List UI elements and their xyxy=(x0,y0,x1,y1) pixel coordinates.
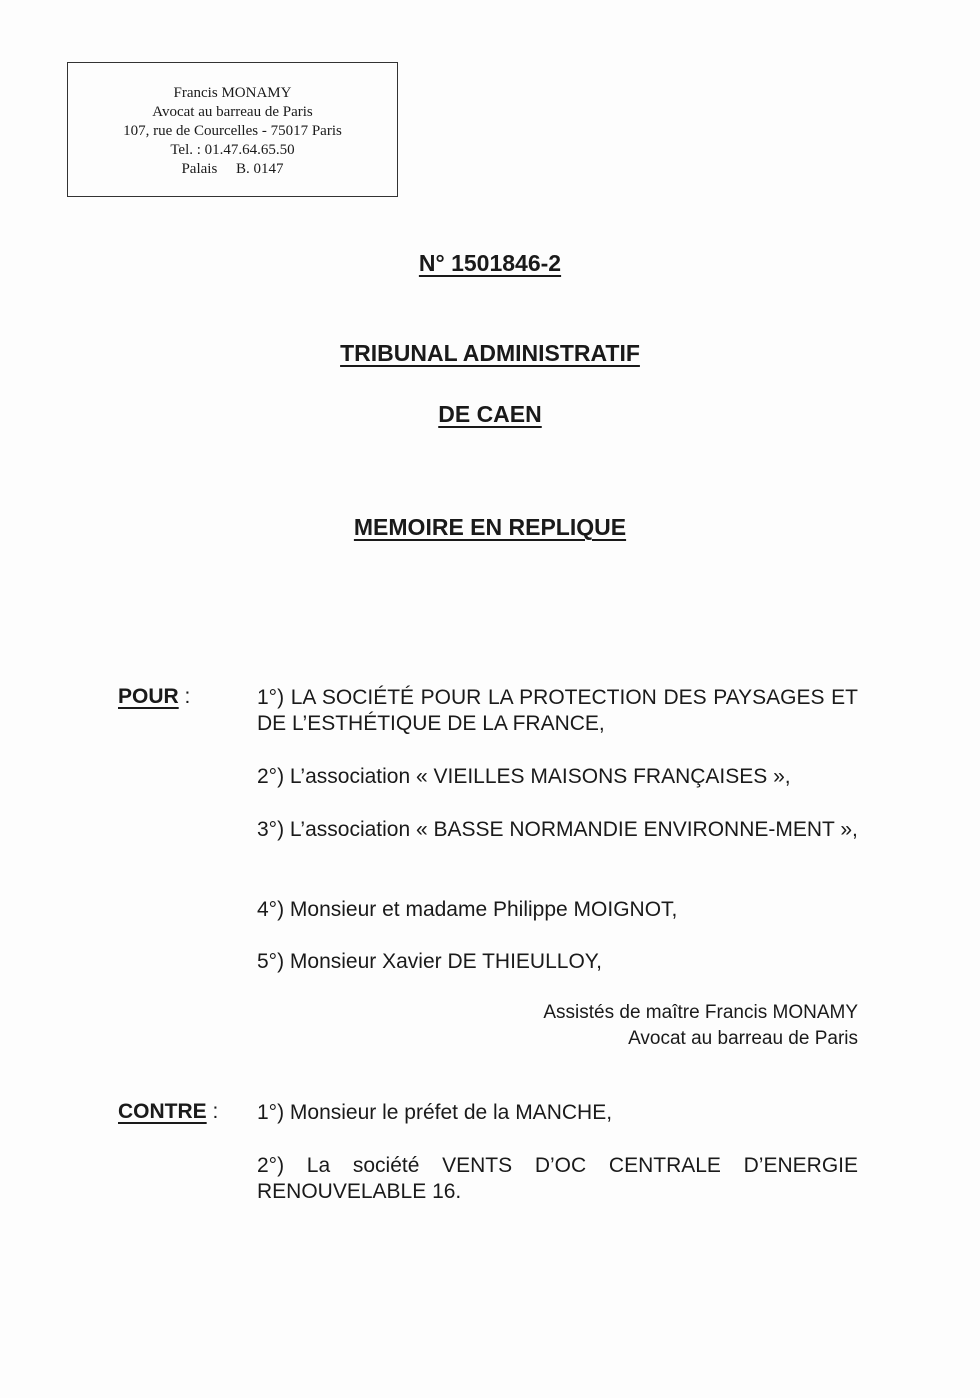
contre-item-2: 2°) La société VENTS D’OC CENTRALE D’ENERGIE RENOUVELABLE 16. xyxy=(257,1154,858,1203)
contre-label-text: CONTRE xyxy=(118,1100,207,1123)
assisted-by-block xyxy=(543,1000,858,1052)
lawyer-phone: Tel. : 01.47.64.65.50 xyxy=(170,142,295,158)
case-number-heading xyxy=(0,250,980,277)
letterhead-box xyxy=(67,62,398,197)
contre-colon: : xyxy=(206,1100,219,1123)
pour-item-5: 5°) Monsieur Xavier DE THIEULLOY, xyxy=(257,950,602,973)
assisted-line-2: Avocat au barreau de Paris xyxy=(628,1028,858,1049)
pour-item-4: 4°) Monsieur et madame Philippe MOIGNOT, xyxy=(257,898,678,921)
pour-item-3: 3°) L’association « BASSE NORMANDIE ENVIRONNE-MENT », xyxy=(257,818,858,841)
lawyer-title: Avocat au barreau de Paris xyxy=(152,104,313,120)
pour-item-2: 2°) L’association « VIEILLES MAISONS FRANÇAISES », xyxy=(257,765,791,788)
court-heading-line1 xyxy=(0,340,980,367)
lawyer-palais: Palais B. 0147 xyxy=(181,161,284,177)
pour-item-1: 1°) LA SOCIÉTÉ POUR LA PROTECTION DES PAYSAGES ET DE L’ESTHÉTIQUE DE LA FRANCE, xyxy=(257,686,858,735)
contre-label xyxy=(118,1100,218,1124)
document-title: MEMOIRE EN REPLIQUE xyxy=(353,514,627,540)
lawyer-name: Francis MONAMY xyxy=(173,85,292,101)
pour-label-text: POUR xyxy=(118,685,179,708)
contre-item-1: 1°) Monsieur le préfet de la MANCHE, xyxy=(257,1101,613,1124)
pour-label xyxy=(118,685,190,709)
pour-colon: : xyxy=(178,685,191,708)
lawyer-address: 107, rue de Courcelles - 75017 Paris xyxy=(123,123,342,139)
court-name: TRIBUNAL ADMINISTRATIF xyxy=(340,340,640,366)
court-heading-line2 xyxy=(0,401,980,428)
court-city: DE CAEN xyxy=(438,401,542,427)
assisted-line-1: Assistés de maître Francis MONAMY xyxy=(543,1002,858,1023)
document-title-heading xyxy=(0,514,980,541)
case-number: N° 1501846-2 xyxy=(418,250,562,276)
